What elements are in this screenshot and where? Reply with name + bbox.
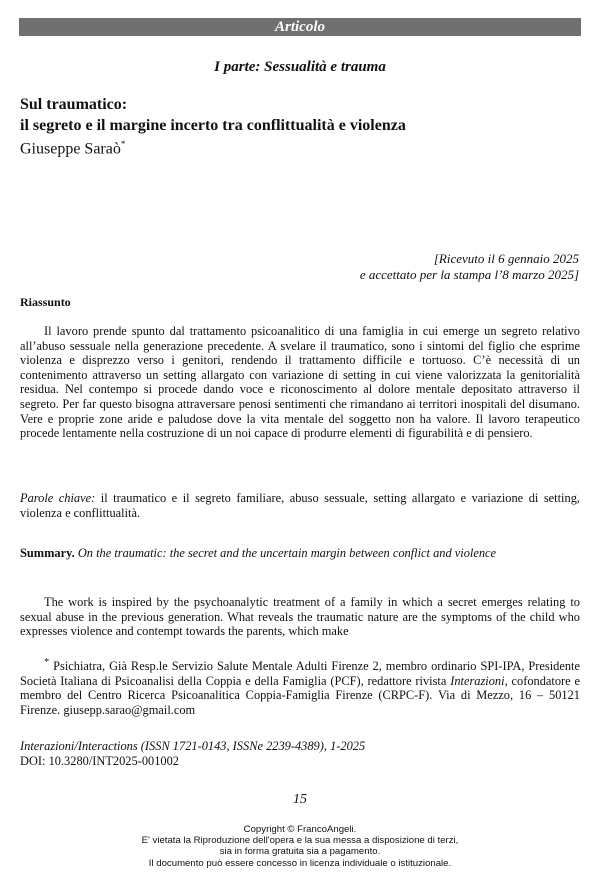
copyright-line-4: Il documento può essere concesso in licenza individuale o istituzionale. <box>148 857 452 869</box>
summary-body: The work is inspired by the psychoanalytic treatment of a family in which a secret emerges relating to sexual abuse in the previous generation. What reveals the traumatic nature are the symptoms of the child who expresses violence and contempt towards the parents, which make <box>20 595 580 639</box>
footnote-journal-name: Interazioni <box>450 673 505 688</box>
copyright-notice <box>0 824 600 869</box>
author-name <box>20 139 125 158</box>
footnote-text-b: , cofondatore e membro del Centro Ricerca Psicoanalitica Coppia-Famiglia Firenze (CRPC-F). Via di Mezzo, 16 – 50121 Firenze. giusepp.sarao@gmail.com <box>20 673 580 717</box>
part-title: I parte: Sessualità e trauma <box>214 59 386 75</box>
section-label: Articolo <box>274 19 325 35</box>
journal-citation: Interazioni/Interactions (ISSN 1721-0143, ISSNe 2239-4389), 1-2025 <box>20 739 366 753</box>
keywords-text: il traumatico e il segreto familiare, abuso sessuale, setting allargato e variazione di setting, violenza e conflittualità. <box>20 491 580 520</box>
copyright-line-1: Copyright © FrancoAngeli. <box>243 824 357 835</box>
page-number: 15 <box>293 792 307 807</box>
accepted-line-2: e accettato per la stampa l’8 marzo 2025] <box>359 267 579 282</box>
summary-heading <box>20 546 580 561</box>
copyright-line-2: E' vietata la Riproduzione dell'opera e la sua messa a disposizione di terzi, <box>141 835 459 847</box>
author-footnote-mark: * <box>120 139 126 149</box>
copyright-line-3: sia in forma gratuita sia a pagamento. <box>219 846 381 858</box>
section-banner <box>19 18 581 36</box>
author-footnote <box>20 656 580 718</box>
summary-label: Summary. <box>20 546 75 560</box>
article-title-line-1: Sul traumatico: <box>20 96 128 113</box>
received-note <box>360 251 579 283</box>
summary-title: On the traumatic: the secret and the uncertain margin between conflict and violence <box>77 546 497 560</box>
received-line-1: [Ricevuto il 6 gennaio 2025 <box>433 251 579 266</box>
keywords-label: Parole chiave: <box>20 491 96 505</box>
footnote-text-a: Psichiatra, Già Resp.le Servizio Salute Mentale Adulti Firenze 2, membro ordinario SPI-IPA, Presidente Società Italiana di Psicoanalisi della Coppia e della Famiglia (PCF), redattore rivista <box>20 659 580 688</box>
keywords <box>20 491 580 520</box>
abstract-heading: Riassunto <box>20 295 71 309</box>
footnote-mark: * <box>44 657 50 668</box>
abstract-body: Il lavoro prende spunto dal trattamento psicoanalitico di una famiglia in cui emerge un segreto relativo all’abuso sessuale nella generazione precedente. A svelare il traumatico, sono i sintomi del figlio che esprime violenza e disprezzo verso i genitori, rendendo il trattamento difficile e tortuoso. C’è necessità di un contenimento attraverso un setting allargato con variazione di setting in cui viene valorizzata la genitorialità residua. Nel contempo si procede dando voce e riconoscimento al dolore mentale depositato attraverso il segreto. Per far questo bisogna attraversare penosi sentimenti che rimandano ai territori inospitali del disumano. Vere e proprie zone aride e paludose dove la vita mentale del soggetto non ha valore. Il lavoro terapeutico procede lentamente nella costruzione di un noi capace di produrre elementi di figurabilità e di pensiero. <box>20 324 580 441</box>
journal-info <box>20 739 365 768</box>
author-text: Giuseppe Saraò <box>20 140 121 158</box>
journal-doi: DOI: 10.3280/INT2025-001002 <box>20 753 179 768</box>
article-title-line-2: il segreto e il margine incerto tra conflittualità e violenza <box>20 117 406 134</box>
